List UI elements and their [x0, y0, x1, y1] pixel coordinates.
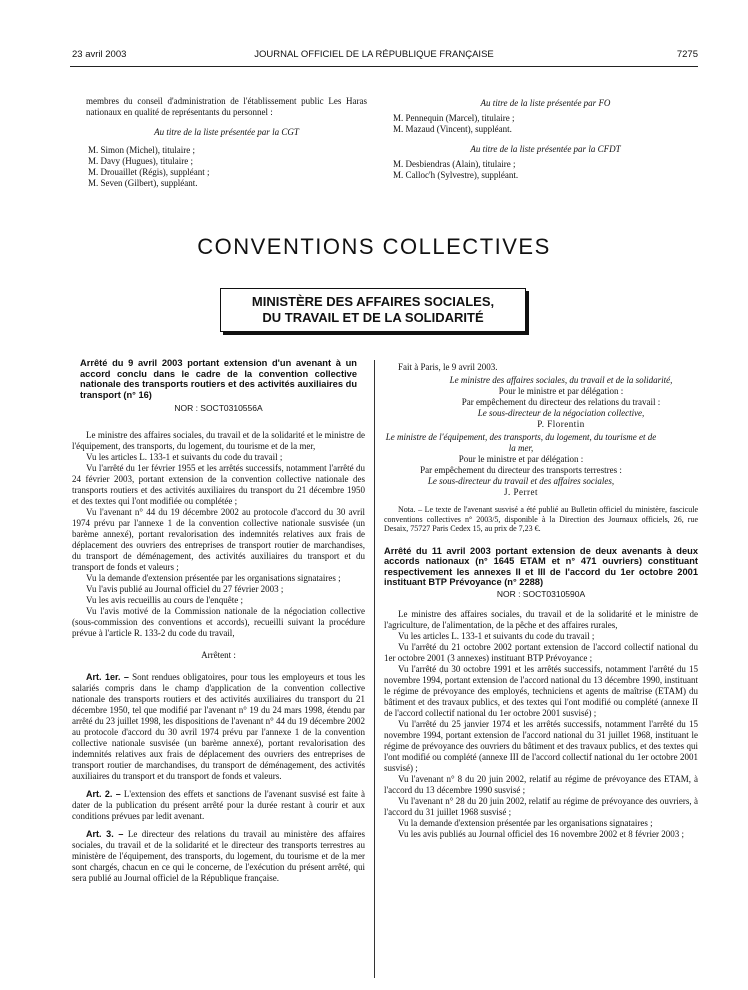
arrete-1-para-7: Vu les avis recueillis au cours de l'enquête ; — [86, 595, 244, 605]
sig1-delegation: Pour le ministre et par délégation : — [498, 386, 624, 396]
article-3-label: Art. 3. – — [86, 829, 124, 839]
cgt-name-list — [86, 145, 367, 189]
article-1-text: Sont rendues obligatoires, pour tous les employeurs et tous les salariés compris dans le champ d'application de la convention collective nationale des transports routiers et des activités auxiliaires du transport du 21 décembre 1950, tel que modifié par l'avenant n° 19 du 24 mars 1998, étendu par arrêté du 23 juillet 1998, les dispositions de l'avenant n° 44 du 19 décembre 2002 au protocole d'accord du 30 avril 1974 prévu par l'annexe 1 de la convention collective nationale susvisée (un barème annexé), portant revalorisation des indemnités relatives aux frais de déplacement des ouvriers des entreprises de transport routier de marchandises, du transport de déménagement, des activités auxiliaires du transport et du transport de fonds et valeurs. — [72, 672, 365, 781]
cgt-name-2: M. Davy (Hugues), titulaire ; — [88, 156, 193, 166]
cgt-name-1: M. Simon (Michel), titulaire ; — [88, 145, 195, 155]
article-2 — [72, 789, 365, 822]
arrete-2-para-6: Vu l'avenant n° 8 du 20 juin 2002, relatif au régime de prévoyance des ETAM, à l'accord du 13 décembre 1990 susvisé ; — [384, 773, 698, 795]
sig2-role: Le ministre de l'équipement, des transports, du logement, du tourisme et de la mer, — [385, 432, 657, 453]
arrete-2-para-8: Vu la demande d'extension présentée par les organisations signataires ; — [398, 817, 653, 828]
fo-list-heading: Au titre de la liste présentée par FO — [480, 98, 611, 108]
header-journal-title: JOURNAL OFFICIEL DE LA RÉPUBLIQUE FRANÇAISE — [254, 49, 494, 60]
arrete-2-title: Arrêté du 11 avril 2003 portant extension de deux avenants à deux accords nationaux (n° 1645 ETAM et n° 471 ouvriers) constituant respectivement les annexes II et III de l'accord du 1er octobre 2001 instituant BTP Prévoyance (n° 2288) — [384, 545, 698, 587]
cfdt-name-2: M. Calloc'h (Sylvestre), suppléant. — [393, 170, 519, 180]
cgt-name-3: M. Drouaillet (Régis), suppléant ; — [88, 167, 210, 177]
arrete-1-para-1: Le ministre des affaires sociales, du travail et de la solidarité et le ministre de l'équipement, des transports, du logement, du tourisme et de la mer, — [72, 430, 365, 451]
top-left-block — [86, 96, 367, 189]
arrete-2-para-5: Vu l'arrêté du 25 janvier 1974 et les arrêtés successifs, notamment l'arrêté du 15 novembre 1994, portant extension de l'accord national du 31 juillet 1968, instituant le régime de prévoyance des ouvriers du bâtiment et des travaux publics, et des textes qui l'ont modifié ou complété (annexe III de l'accord collectif national du 1er octobre 2001 susvisé) ; — [384, 718, 698, 773]
sig1-name: P. Florentin — [537, 419, 585, 429]
arrete-1-para-2: Vu les articles L. 133-1 et suivants du code du travail ; — [86, 452, 283, 462]
arrete-2-para-3: Vu l'arrêté du 21 octobre 2002 portant extension de l'accord collectif national du 1er octobre 2001 (3 annexes) instituant BTP Prévoyance ; — [384, 641, 698, 663]
header-page-number: 7275 — [676, 49, 698, 60]
cfdt-name-list — [393, 159, 698, 181]
arrete-2-para-7: Vu l'avenant n° 28 du 20 juin 2002, relatif au régime de prévoyance des ouvriers, à l'accord du 31 juillet 1968 susvisé ; — [384, 795, 698, 817]
fo-name-1: M. Pennequin (Marcel), titulaire ; — [393, 113, 515, 123]
sig1-empechement: Par empêchement du directeur des relations du travail : — [461, 397, 661, 407]
article-2-text: L'extension des effets et sanctions de l'avenant susvisé est faite à dater de la publication du présent arrêté pour la durée restant à courir et aux conditions prévues par ledit avenant. — [72, 789, 366, 821]
section-title: CONVENTIONS COLLECTIVES — [197, 234, 551, 259]
cfdt-name-1: M. Desbiendras (Alain), titulaire ; — [393, 159, 516, 169]
arretent-label: Arrêtent : — [201, 650, 236, 660]
arrete-1-para-3: Vu l'arrêté du 1er février 1955 et les arrêtés successifs, notamment l'arrêté du 24 février 2003, portant extension de la convention collective nationale des transports routiers et des activités auxiliaires du transport du 21 décembre 1950 et des textes qui l'ont modifiée ou complétée ; — [72, 463, 365, 506]
sig1-role: Le ministre des affaires sociales, du travail et de la solidarité, — [449, 375, 673, 385]
arrete-2-para-2: Vu les articles L. 133-1 et suivants du code du travail ; — [398, 630, 595, 641]
fo-name-list — [393, 113, 698, 135]
sig2-name: J. Perret — [504, 487, 538, 497]
header-date: 23 avril 2003 — [72, 49, 127, 60]
top-left-intro: membres du conseil d'administration de l'établissement public Les Haras nationaux en qualité de représentants du personnel : — [86, 96, 367, 117]
article-1 — [72, 672, 365, 782]
signature-block-2 — [384, 432, 698, 498]
sig2-title: Le sous-directeur du travail et des affaires sociales, — [427, 476, 615, 486]
article-3-text: Le directeur des relations du travail au ministère des affaires sociales, du travail et de la solidarité et le directeur des transports terrestres au ministère de l'équipement, des transports, du logement, du tourisme et de la mer sont chargés, chacun en ce qui le concerne, de l'exécution du présent arrêté, qui sera publié au Journal officiel de la République française. — [72, 829, 365, 883]
arrete-2-nor: NOR : SOCT0310590A — [496, 588, 586, 599]
arrete-1-para-6: Vu l'avis publié au Journal officiel du 27 février 2003 ; — [86, 584, 284, 594]
signature-block-1 — [384, 375, 698, 430]
arrete-2-para-9: Vu les avis publiés au Journal officiel des 16 novembre 2002 et 8 février 2003 ; — [398, 828, 684, 839]
ministry-line-2: DU TRAVAIL ET DE LA SOLIDARITÉ — [262, 310, 484, 325]
sig1-title: Le sous-directeur de la négociation collective, — [477, 408, 645, 418]
sig2-empechement: Par empêchement du directeur des transports terrestres : — [420, 465, 622, 475]
article-3 — [72, 829, 365, 884]
arrete-1-para-5: Vu la demande d'extension présentée par les organisations signataires ; — [86, 573, 341, 583]
top-right-block — [393, 98, 698, 181]
cgt-list-heading: Au titre de la liste présentée par la CGT — [154, 127, 299, 137]
left-column — [72, 358, 365, 884]
right-column — [384, 362, 698, 840]
arrete-2-para-1: Le ministre des affaires sociales, du travail et de la solidarité et le ministre de l'agriculture, de l'alimentation, de la pêche et des affaires rurales, — [384, 608, 698, 630]
header-rule — [70, 66, 698, 67]
arrete-1-title: Arrêté du 9 avril 2003 portant extension d'un avenant à un accord conclu dans le cadre de la convention collective nationale des transports routiers et des activités auxiliaires du transport (n° 16) — [80, 358, 357, 400]
arrete-1-para-4: Vu l'avenant n° 44 du 19 décembre 2002 au protocole d'accord du 30 avril 1974 prévu par l'annexe 1 de la convention collective nationale susvisée (un barème annexé), portant revalorisation des indemnités relatives aux frais de déplacement des ouvriers des entreprises de transport routier de marchandises, du transport de déménagement, des activités auxiliaires du transport et du transport de fonds et valeurs ; — [72, 507, 365, 572]
article-2-label: Art. 2. – — [86, 789, 121, 799]
column-separator — [374, 360, 375, 978]
arrete-1-para-8: Vu l'avis motivé de la Commission nationale de la négociation collective (sous-commission des conventions et accords), recueilli suivant la procédure prévue à l'article R. 133-2 du code du travail, — [72, 606, 365, 638]
article-1-label: Art. 1er. – — [86, 672, 129, 682]
ministry-line-1: MINISTÈRE DES AFFAIRES SOCIALES, — [251, 294, 495, 309]
fait-a-paris: Fait à Paris, le 9 avril 2003. — [398, 362, 498, 372]
arrete-1-nor: NOR : SOCT0310556A — [174, 403, 263, 413]
cfdt-list-heading: Au titre de la liste présentée par la CFDT — [470, 144, 621, 154]
sig2-delegation: Pour le ministre et par délégation : — [458, 454, 584, 464]
arrete-2-para-4: Vu l'arrêté du 30 octobre 1991 et les arrêtés successifs, notamment l'arrêté du 15 novembre 1994, portant extension de l'accord national du 13 décembre 1990, instituant le régime de prévoyance des employés, techniciens et agents de maîtrise (ETAM) du bâtiment et des travaux publics, et des textes qui l'ont modifié ou complété (annexe II de l'accord collectif national du 1er octobre 2001 susvisé) ; — [384, 663, 698, 718]
ministry-box — [220, 288, 526, 332]
cgt-name-4: M. Seven (Gilbert), suppléant. — [88, 178, 198, 188]
nota-note: Nota. – Le texte de l'avenant susvisé a été publié au Bulletin officiel du ministère, fascicule conventions collectives n° 2003/5, disponible à la Direction des Journaux officiels, 26, rue Desaix, 75727 Paris Cedex 15, au prix de 7,23 €. — [384, 505, 698, 533]
fo-name-2: M. Mazaud (Vincent), suppléant. — [393, 124, 512, 134]
